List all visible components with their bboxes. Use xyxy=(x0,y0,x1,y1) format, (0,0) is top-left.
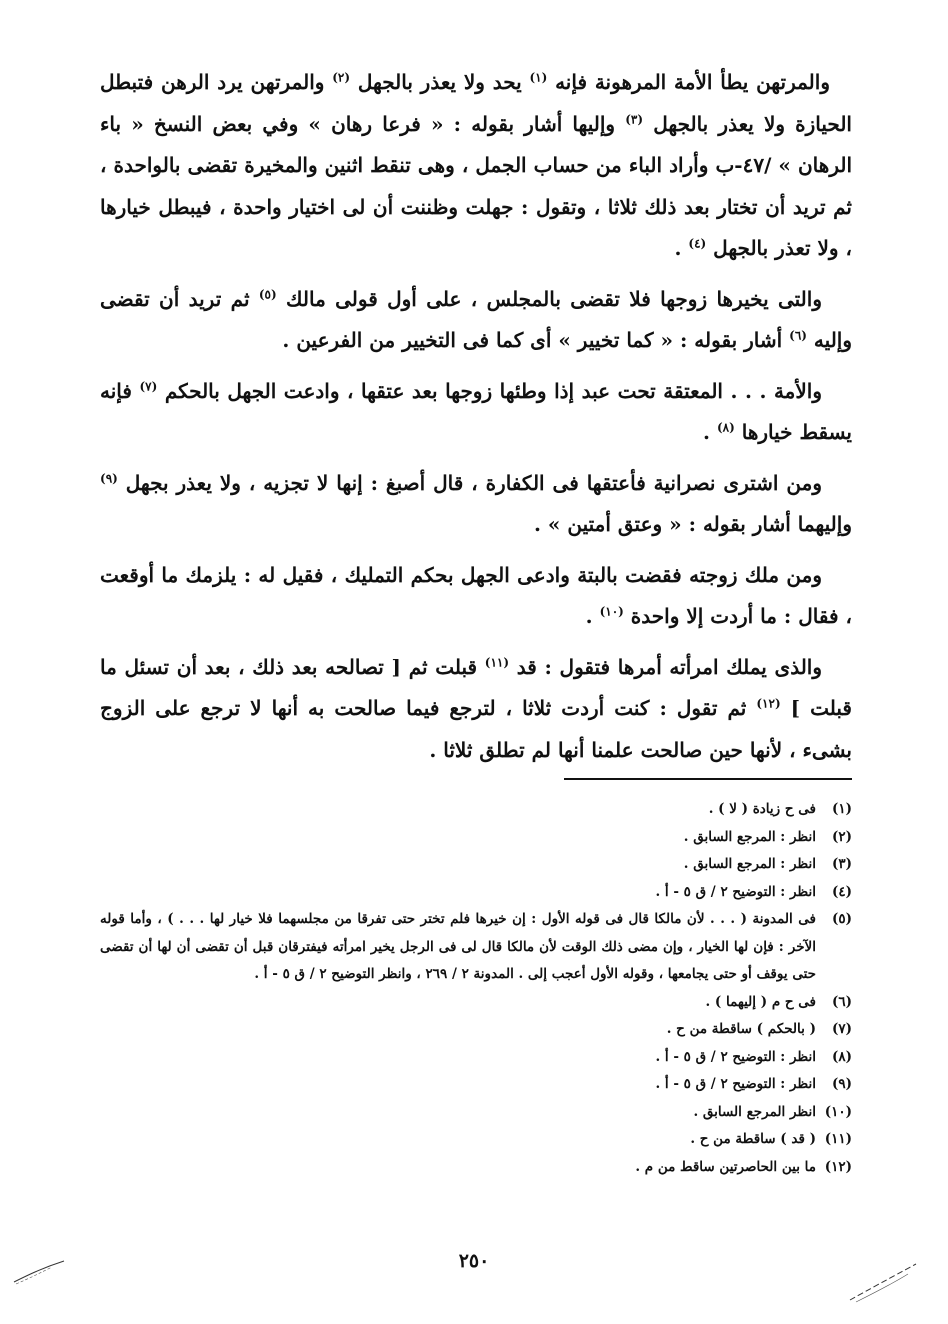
footnote-number: (١٢) xyxy=(824,1158,852,1175)
scan-mark-icon xyxy=(846,1260,920,1304)
footnote xyxy=(100,1016,852,1044)
footnote-marker: (١) xyxy=(529,70,548,85)
footnote-number: (٦) xyxy=(831,993,852,1010)
text-run: وإليها أشار بقوله : « فرعا رهان » وفي بعض النسخ « باء الرهان » /٤٧-ب وأراد الباء من حساب الجمل ، وهى تنقط اثنين والمخيرة تقضى بالواحدة ، ثم تريد أن تختار بعد ذلك ثلاثا ، وتقول : جهلت وظننت أن لى اختيار واحدة ، فيبطل خيارها ، ولا تعذر بالجهل xyxy=(100,111,853,260)
footnotes xyxy=(100,796,852,1181)
footnote-separator xyxy=(564,778,852,780)
footnote xyxy=(100,879,852,907)
paragraph xyxy=(100,62,852,270)
text-run: أشار بقوله : « كما تخيير » أى كما فى التخيير من الفرعين . xyxy=(282,328,790,352)
footnote-number: (١٠) xyxy=(824,1103,852,1120)
text-run: . xyxy=(585,604,600,628)
main-text xyxy=(100,62,852,780)
scan-mark-icon xyxy=(12,1258,68,1286)
text-run: ثم تريد أن تقضى وإليه xyxy=(100,286,852,352)
text-run: ثم تقول : كنت أردت ثلاثا ، لترجع فيما صالحت به أنها لا ترجع على الزوج بشىء ، لأنها حين صالحت علمنا أنها لم تطلق ثلاثا . xyxy=(100,696,852,762)
text-run: يحد ولا يعذر بالجهل xyxy=(350,70,530,94)
footnote-text: انظر : التوضيح ٢ / ق ٥ - أ . xyxy=(655,883,816,900)
footnote-marker: (٥) xyxy=(258,286,277,301)
paragraph xyxy=(100,279,852,362)
footnote-text: انظر المرجع السابق . xyxy=(693,1103,816,1120)
footnote xyxy=(100,1154,852,1182)
footnote xyxy=(100,851,852,879)
text-run: والذى يملك امرأته أمرها فتقول : قد xyxy=(509,654,823,679)
footnote xyxy=(100,796,852,824)
text-run: والمرتهن يطأ الأمة المرهونة فإنه xyxy=(547,70,830,94)
paragraph xyxy=(100,463,852,546)
text-run: والمرتهن يرد الرهن فتبطل الحيازة ولا يعذر بالجهل xyxy=(100,70,852,136)
paragraph xyxy=(100,647,852,772)
footnote-marker: (٣) xyxy=(625,111,644,126)
footnote-marker: (٤) xyxy=(688,236,707,251)
paragraph xyxy=(100,371,852,454)
footnote xyxy=(100,824,852,852)
text-run: ومن ملك زوجته فقضت بالبتة وادعى الجهل بحكم التمليك ، فقيل له : يلزمك ما أوقعت ، فقال : ما أردت إلا واحدة xyxy=(100,562,852,628)
footnote xyxy=(100,1126,852,1154)
text-run: . xyxy=(703,420,717,444)
footnote-text: فى ح م ( إليهما ) . xyxy=(705,993,816,1010)
footnote-text: انظر : المرجع السابق . xyxy=(683,828,816,845)
text-run: . xyxy=(674,236,689,260)
footnote-marker: (٩) xyxy=(100,470,118,485)
footnote-marker: (٦) xyxy=(789,328,807,343)
footnote-marker: (٨) xyxy=(716,420,735,435)
text-run: وإليهما أشار بقوله : « وعتق أمتين » . xyxy=(533,512,852,536)
footnote-number: (٧) xyxy=(831,1021,852,1037)
footnote-text: فى ح زيادة ( لا ) . xyxy=(708,801,816,817)
footnote xyxy=(100,1044,852,1072)
footnote xyxy=(100,1099,852,1127)
text-run: والتى يخيرها زوجها فلا تقضى بالمجلس ، على أول قولى مالك xyxy=(276,286,822,311)
footnote-text: ( بالحكم ) ساقطة من ح . xyxy=(666,1021,816,1037)
footnote-marker: (١٠) xyxy=(599,604,624,619)
footnote-marker: (٢) xyxy=(332,70,351,85)
footnote-number: (٨) xyxy=(831,1048,852,1065)
footnote-number: (٤) xyxy=(831,883,852,900)
footnote-number: (١١) xyxy=(824,1131,852,1147)
text-run: فإنه يسقط خيارها xyxy=(100,378,852,444)
footnote-text: انظر : المرجع السابق . xyxy=(683,856,816,872)
paragraph xyxy=(100,555,852,638)
footnote-marker: (١١) xyxy=(484,654,510,669)
text-run: قبلت ثم [ تصالحه بعد ذلك ، بعد أن تسئل ما قبلت ] xyxy=(100,654,852,720)
footnote-number: (٩) xyxy=(831,1076,852,1092)
footnote-number: (٥) xyxy=(831,911,852,927)
footnote xyxy=(100,989,852,1017)
footnote-number: (١) xyxy=(831,801,852,817)
footnote xyxy=(100,906,852,989)
text-run: والأمة . . . المعتقة تحت عبد إذا وطئها زوجها بعد عتقها ، وادعت الجهل بالحكم xyxy=(157,378,823,403)
footnote-text: فى المدونة ( . . . لأن مالكا قال فى قوله الأول : إن خيرها فلم تختر حتى تفرقا من مجلسهما فلا خيار لها . . . ) ، وأما قوله الآخر : فإن لها الخيار ، وإن مضى ذلك الوقت لأن مالكا قال لى فى الرجل يخير امرأته فيفترقان قبل أن تقضى أن لها أن تقضى حتى يوقف أو حتى يجامعها ، وقوله الأول أعجب إلى . المدونة ٢ / ٢٦٩ ، وانظر التوضيح ٢ / ق ٥ - أ . xyxy=(100,911,816,982)
footnote-marker: (١٢) xyxy=(756,696,781,711)
footnote-text: انظر : التوضيح ٢ / ق ٥ - أ . xyxy=(655,1076,816,1092)
footnote-marker: (٧) xyxy=(139,378,158,393)
footnote-number: (٣) xyxy=(831,856,852,872)
page-number: ٢٥٠ xyxy=(458,1250,490,1272)
footnote xyxy=(100,1071,852,1099)
footnote-text: ( قد ) ساقطة من ح . xyxy=(690,1131,816,1147)
footnote-text: ما بين الحاصرتين ساقط من م . xyxy=(635,1158,816,1175)
text-run: ومن اشترى نصرانية فأعتقها فى الكفارة ، قال أصبغ : إنها لا تجزيه ، ولا يعذر بجهل xyxy=(117,470,822,495)
footnote-number: (٢) xyxy=(831,828,852,845)
footnote-text: انظر : التوضيح ٢ / ق ٥ - أ . xyxy=(655,1048,816,1065)
